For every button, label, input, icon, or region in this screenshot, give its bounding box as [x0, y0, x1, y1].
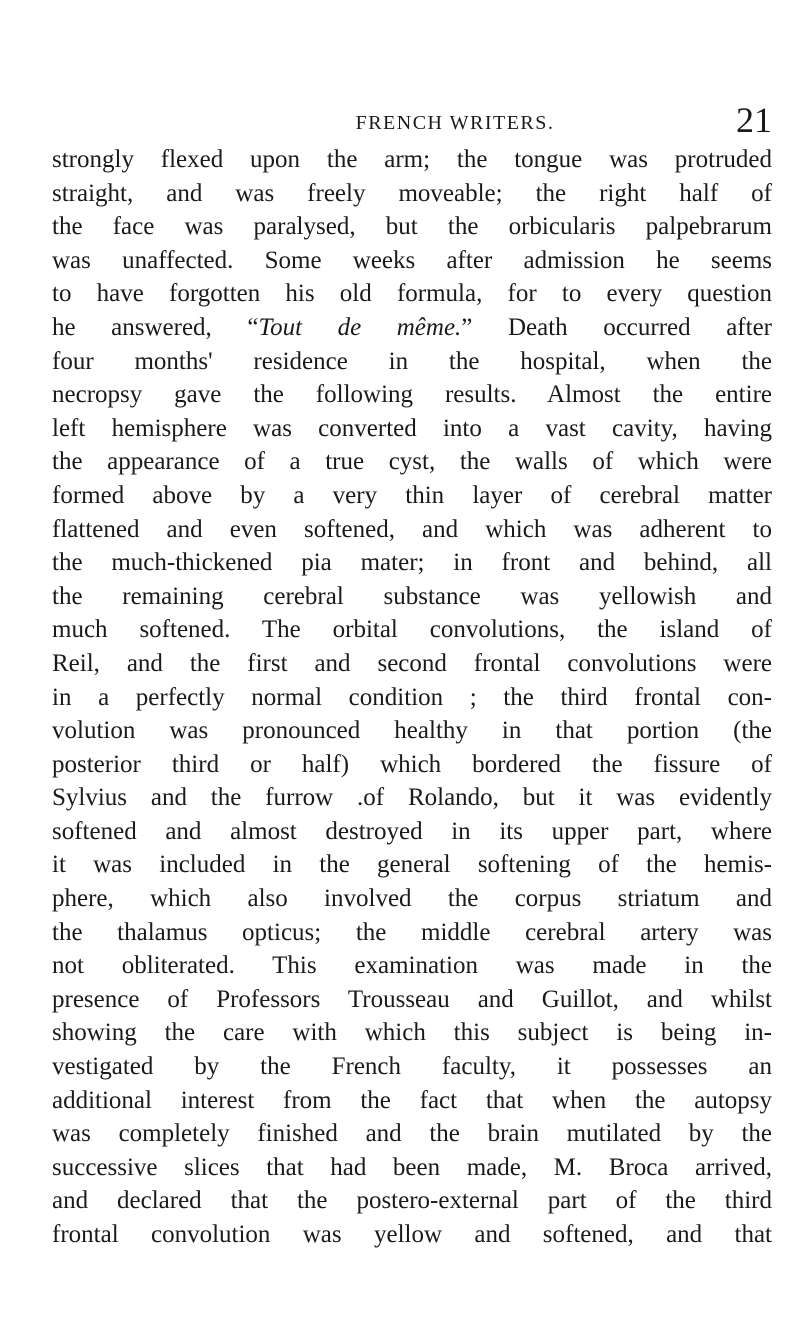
- text-run: he answered, “: [52, 313, 259, 341]
- text-line: the appearance of a true cyst, the walls of which were: [52, 448, 772, 476]
- running-title: FRENCH WRITERS.: [355, 112, 555, 134]
- text-line: additional interest from the fact that when the autopsy: [52, 1086, 772, 1114]
- text-line: frontal convolution was yellow and softened, and that: [52, 1221, 772, 1248]
- text-line: the remaining cerebral substance was yellowish and: [52, 582, 772, 610]
- text-line: flattened and even softened, and which was adherent to: [52, 515, 772, 543]
- text-line: phere, which also involved the corpus striatum and: [52, 885, 772, 913]
- text-line: was completely finished and the brain mutilated by the: [52, 1120, 772, 1148]
- text-line: much softened. The orbital convolutions, the island of: [52, 616, 772, 644]
- text-line: Reil, and the first and second frontal convolutions were: [52, 649, 772, 677]
- text-line: straight, and was freely moveable; the right half of: [52, 179, 772, 207]
- text-line: vestigated by the French faculty, it possesses an: [52, 1053, 772, 1081]
- text-line: the much-thickened pia mater; in front and behind, all: [52, 549, 772, 577]
- text-line: and declared that the postero-external part of the third: [52, 1187, 772, 1215]
- text-line: strongly flexed upon the arm; the tongue was protruded: [52, 146, 772, 173]
- text-line: softened and almost destroyed in its upper part, where: [52, 817, 772, 845]
- text-line: formed above by a very thin layer of cerebral matter: [52, 481, 772, 509]
- body-text: [52, 143, 772, 1252]
- page-number: 21: [736, 100, 772, 140]
- text-line: necropsy gave the following results. Almost the entire: [52, 381, 772, 409]
- text-line: not obliterated. This examination was made in the: [52, 952, 772, 980]
- text-line: the face was paralysed, but the orbicularis palpebrarum: [52, 213, 772, 241]
- text-line: presence of Professors Trousseau and Guillot, and whilst: [52, 985, 772, 1013]
- text-line: left hemisphere was converted into a vast cavity, having: [52, 414, 772, 442]
- text-line: it was included in the general softening of the hemis-: [52, 851, 772, 879]
- text-line: successive slices that had been made, M. Broca arrived,: [52, 1153, 772, 1181]
- italic-quote: Tout de même.: [258, 313, 462, 341]
- text-line: [52, 311, 772, 345]
- running-head: [138, 100, 772, 144]
- text-line: Sylvius and the furrow .of Rolando, but it was evidently: [52, 784, 772, 812]
- text-line: showing the care with which this subject is being in-: [52, 1019, 772, 1047]
- text-line: in a perfectly normal condition ; the third frontal con-: [52, 683, 772, 711]
- text-line: volution was pronounced healthy in that portion (the: [52, 717, 772, 745]
- text-line: the thalamus opticus; the middle cerebral artery was: [52, 918, 772, 946]
- text-line: posterior third or half) which bordered the fissure of: [52, 750, 772, 778]
- text-line: was unaffected. Some weeks after admission he seems: [52, 246, 772, 274]
- text-line: four months' residence in the hospital, when the: [52, 347, 772, 375]
- text-run: ” Death occurred after: [461, 313, 772, 341]
- text-line: to have forgotten his old formula, for to every question: [52, 280, 772, 308]
